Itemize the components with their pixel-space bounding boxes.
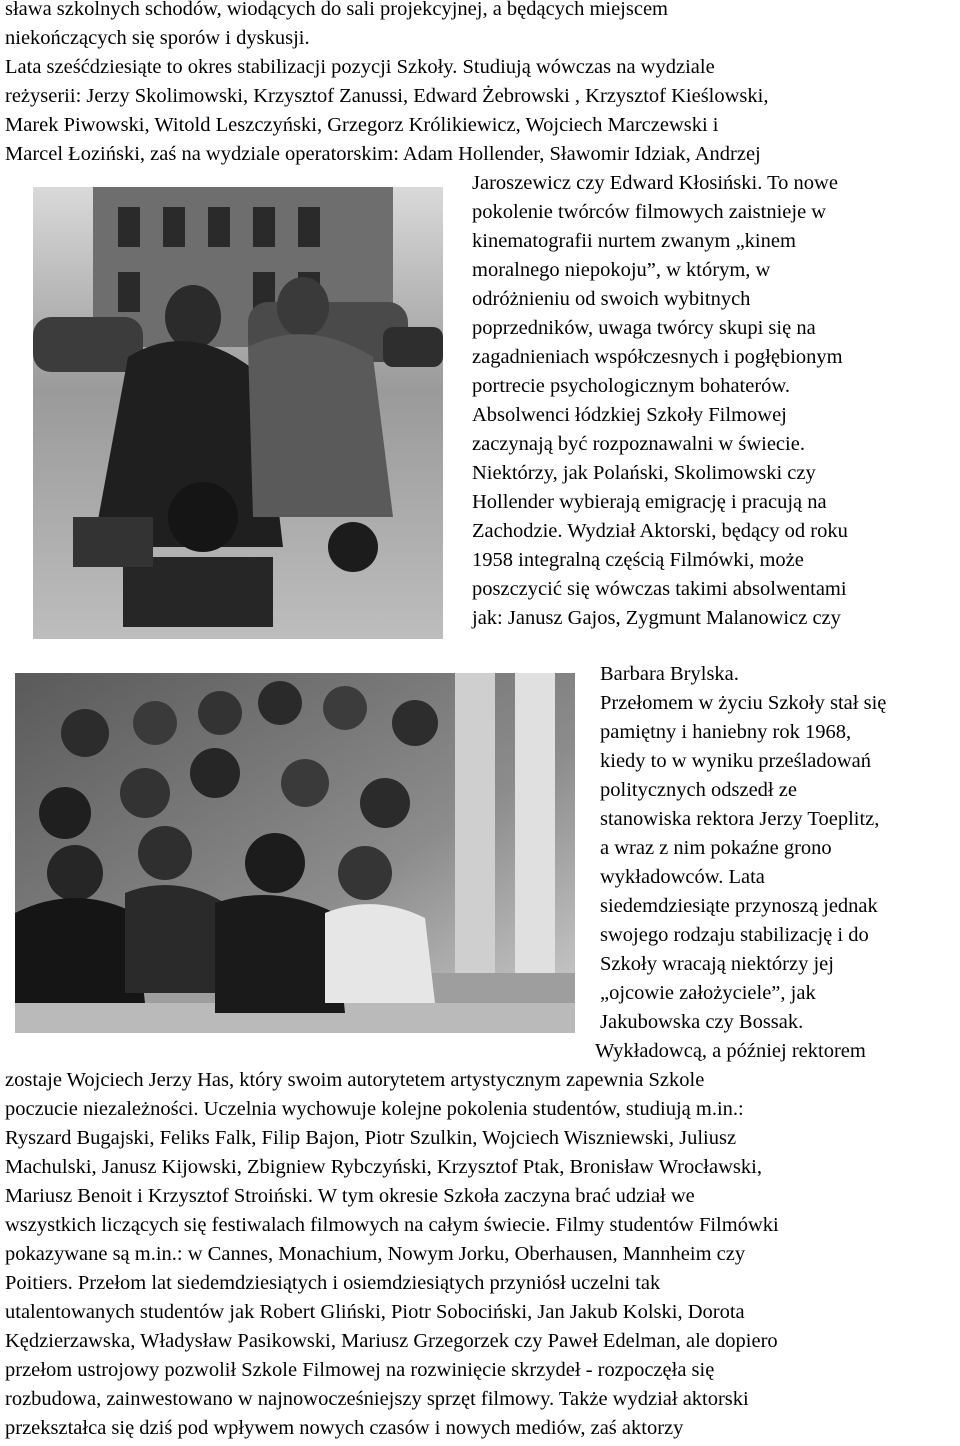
- text-line: Marek Piwowski, Witold Leszczyński, Grzegorz Królikiewicz, Wojciech Marczewski i: [5, 114, 719, 136]
- text-line: poczucie niezależności. Uczelnia wychowuje kolejne pokolenia studentów, studiują m.in.:: [5, 1098, 744, 1120]
- text-line: Jakubowska czy Bossak.: [600, 1011, 804, 1033]
- text-line: Barbara Brylska.: [600, 663, 739, 685]
- text-line: portrecie psychologicznym bohaterów.: [472, 375, 791, 397]
- text-line: rozbudowa, zainwestowano w najnowocześniejszy sprzęt filmowy. Także wydział aktorski: [5, 1388, 749, 1410]
- text-line: pokazywane są m.in.: w Cannes, Monachium, Nowym Jorku, Oberhausen, Mannheim czy: [5, 1243, 746, 1265]
- text-line: Machulski, Janusz Kijowski, Zbigniew Rybczyński, Krzysztof Ptak, Bronisław Wrocławski,: [5, 1156, 762, 1178]
- text-line: wszystkich liczących się festiwalach filmowych na całym świecie. Filmy studentów Filmówki: [5, 1214, 779, 1236]
- text-line: utalentowanych studentów jak Robert Gliński, Piotr Sobociński, Jan Jakub Kolski, Dorota: [5, 1301, 745, 1323]
- text-line: Mariusz Benoit i Krzysztof Stroiński. W tym okresie Szkoła zaczyna brać udział we: [5, 1185, 695, 1207]
- text-line: Jaroszewicz czy Edward Kłosiński. To nowe: [472, 172, 838, 194]
- text-line: sława szkolnych schodów, wiodących do sali projekcyjnej, a będących miejscem: [5, 0, 668, 20]
- text-line: Ryszard Bugajski, Feliks Falk, Filip Bajon, Piotr Szulkin, Wojciech Wiszniewski, Juliusz: [5, 1127, 737, 1149]
- text-line: poszczycić się wówczas takimi absolwentami: [472, 578, 847, 600]
- text-line: kinematografii nurtem zwanym „kinem: [472, 230, 796, 252]
- text-line: Przełomem w życiu Szkoły stał się: [600, 692, 887, 714]
- text-line: Absolwenci łódzkiej Szkoły Filmowej: [472, 404, 787, 426]
- text-line: „ojcowie założyciele”, jak: [600, 982, 816, 1004]
- text-line: jak: Janusz Gajos, Zygmunt Malanowicz czy: [472, 607, 841, 629]
- text-line: Wykładowcą, a później rektorem: [595, 1040, 866, 1062]
- text-line: Poitiers. Przełom lat siedemdziesiątych i osiemdziesiątych przyniósł uczelni tak: [5, 1272, 661, 1294]
- text-line: siedemdziesiąte przynoszą jednak: [600, 895, 878, 917]
- text-line: Kędzierzawska, Władysław Pasikowski, Mariusz Grzegorzek czy Paweł Edelman, ale dopiero: [5, 1330, 778, 1352]
- text-line: niekończących się sporów i dyskusji.: [5, 27, 310, 49]
- text-line: przekształca się dziś pod wpływem nowych czasów i nowych mediów, zaś aktorzy: [5, 1417, 684, 1439]
- text-line: zaczynają być rozpoznawalni w świecie.: [472, 433, 805, 455]
- text-line: moralnego niepokoju”, w którym, w: [472, 259, 771, 281]
- text-line: Szkoły wracają niektórzy jej: [600, 953, 834, 975]
- text-line: a wraz z nim pokaźne grono: [600, 837, 832, 859]
- text-line: Lata sześćdziesiąte to okres stabilizacji pozycji Szkoły. Studiują wówczas na wydziale: [5, 56, 715, 78]
- photo-film-crew: [33, 187, 443, 639]
- text-line: Hollender wybierają emigrację i pracują na: [472, 491, 827, 513]
- text-line: 1958 integralną częścią Filmówki, może: [472, 549, 804, 571]
- text-line: Zachodzie. Wydział Aktorski, będący od roku: [472, 520, 848, 542]
- text-line: wykładowców. Lata: [600, 866, 765, 888]
- text-line: zagadnieniach współczesnych i pogłębionym: [472, 346, 843, 368]
- text-line: kiedy to w wyniku prześladowań: [600, 750, 871, 772]
- text-line: poprzedników, uwaga twórcy skupi się na: [472, 317, 816, 339]
- text-line: pokolenie twórców filmowych zaistnieje w: [472, 201, 827, 223]
- text-line: Niektórzy, jak Polański, Skolimowski czy: [472, 462, 816, 484]
- text-line: politycznych odszedł ze: [600, 779, 797, 801]
- text-line: reżyserii: Jerzy Skolimowski, Krzysztof Zanussi, Edward Żebrowski , Krzysztof Kieślowski,: [5, 85, 769, 107]
- text-line: stanowiska rektora Jerzy Toeplitz,: [600, 808, 880, 830]
- text-line: swojego rodzaju stabilizację i do: [600, 924, 869, 946]
- text-line: przełom ustrojowy pozwolił Szkole Filmowej na rozwinięcie skrzydeł - rozpoczęła się: [5, 1359, 715, 1381]
- photo-group-portrait: [15, 673, 575, 1033]
- text-line: Marcel Łoziński, zaś na wydziale operatorskim: Adam Hollender, Sławomir Idziak, Andrzej: [5, 143, 761, 165]
- text-line: zostaje Wojciech Jerzy Has, który swoim autorytetem artystycznym zapewnia Szkole: [5, 1069, 705, 1091]
- text-line: pamiętny i haniebny rok 1968,: [600, 721, 852, 743]
- text-line: odróżnieniu od swoich wybitnych: [472, 288, 751, 310]
